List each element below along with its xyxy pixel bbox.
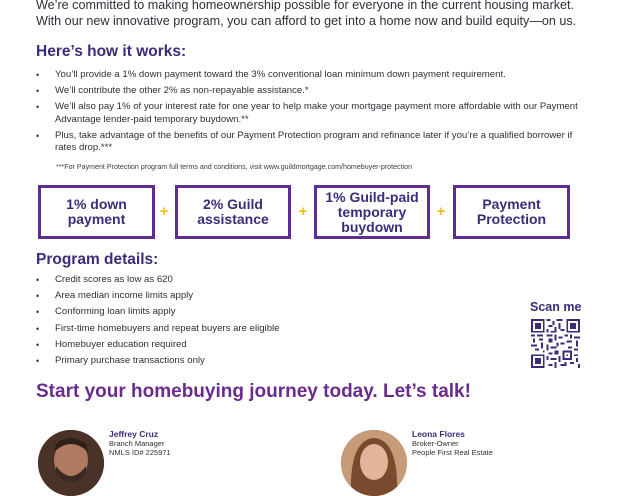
bullet-icon: • bbox=[36, 70, 40, 80]
bullet-icon: • bbox=[36, 323, 40, 334]
contact-name: Leona Flores bbox=[412, 429, 465, 439]
how-it-works-list bbox=[36, 69, 596, 154]
step-payment-protection: Payment Protection bbox=[453, 185, 570, 239]
contact-card bbox=[109, 430, 171, 457]
bullet-icon: • bbox=[36, 275, 40, 285]
bullet-icon: • bbox=[36, 356, 40, 367]
step-guild-assistance: 2% Guild assistance bbox=[175, 185, 291, 239]
list-item: • We’ll also pay 1% of your interest rate for one year to help make your mortgage payment more affordable with our Payment Advantage lender-paid temporary buydown.** bbox=[36, 101, 578, 125]
bullet-icon: • bbox=[36, 86, 40, 97]
list-item: • Homebuyer education required bbox=[36, 338, 187, 350]
plus-icon: + bbox=[436, 203, 446, 220]
program-details-list bbox=[36, 274, 476, 367]
contact-title: Broker-Owner bbox=[412, 439, 459, 448]
contact-nmls: NMLS ID# 225971 bbox=[109, 448, 171, 457]
list-item: • Conforming loan limits apply bbox=[36, 306, 176, 318]
list-item: • We’ll contribute the other 2% as non-repayable assistance.* bbox=[36, 85, 309, 97]
list-item: • Primary purchase transactions only bbox=[36, 355, 205, 367]
list-item: • First-time homebuyers and repeat buyers are eligible bbox=[36, 322, 280, 334]
step-down-payment: 1% down payment bbox=[38, 185, 155, 239]
footnote: ***For Payment Protection program full terms and conditions, visit www.guildmortgage.com/homebuyer-protection bbox=[56, 163, 413, 171]
scan-me-label: Scan me bbox=[530, 300, 582, 314]
avatar bbox=[341, 430, 407, 496]
contact-company: People First Real Estate bbox=[412, 448, 493, 457]
bullet-icon: • bbox=[36, 130, 40, 141]
intro-paragraph bbox=[36, 0, 616, 29]
bullet-icon: • bbox=[36, 339, 40, 350]
list-item: • Credit scores as low as 620 bbox=[36, 274, 173, 285]
list-item: • You’ll provide a 1% down payment toward the 3% conventional loan minimum down payment requirement. bbox=[36, 69, 506, 80]
cta-heading: Start your homebuying journey today. Let’s talk! bbox=[36, 381, 471, 402]
list-item: • Area median income limits apply bbox=[36, 290, 194, 302]
person-photo-icon bbox=[38, 430, 104, 496]
avatar bbox=[38, 430, 104, 496]
plus-icon: + bbox=[159, 203, 169, 220]
intro-line: With our new innovative program, you can afford to get into a home now and build equity—on us. bbox=[36, 14, 577, 28]
list-item: • Plus, take advantage of the benefits of our Payment Protection program and refinance later if you’re a qualified borrower if rates drop.*** bbox=[36, 129, 573, 154]
contact-card bbox=[412, 430, 493, 457]
intro-line: We’re committed to making homeownership possible for everyone in the current housing market. bbox=[36, 0, 575, 12]
contact-title: Branch Manager bbox=[109, 439, 165, 448]
bullet-icon: • bbox=[36, 307, 40, 318]
qr-code-icon[interactable] bbox=[531, 319, 580, 368]
plus-icon: + bbox=[298, 203, 308, 220]
program-details-heading: Program details: bbox=[36, 251, 159, 268]
contact-name: Jeffrey Cruz bbox=[109, 429, 159, 439]
how-it-works-heading: Here’s how it works: bbox=[36, 43, 187, 60]
bullet-icon: • bbox=[36, 102, 40, 113]
bullet-icon: • bbox=[36, 291, 40, 302]
step-temporary-buydown: 1% Guild-paid temporary buydown bbox=[314, 185, 430, 239]
person-photo-icon bbox=[341, 430, 407, 496]
